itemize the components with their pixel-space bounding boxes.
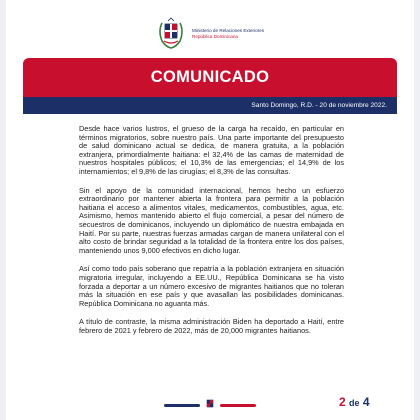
- footer-rule-left: [164, 404, 200, 407]
- title-banner: [23, 58, 397, 97]
- dateline-strip: [23, 97, 397, 114]
- dateline: Santo Domingo, R.D. - 20 de noviembre 2022.: [251, 102, 387, 109]
- page-separator: de: [349, 398, 360, 408]
- coat-of-arms-icon: [205, 398, 215, 409]
- total-pages: 4: [362, 395, 370, 409]
- footer-rule-right: [220, 404, 256, 407]
- paragraph: A título de contraste, la misma administración Biden ha deportado a Haití, entre febrero de 2021 y febrero de 2022, más de 20,000 migrantes haitianos.: [79, 317, 344, 335]
- ministry-name: [192, 28, 264, 40]
- page-indicator: [339, 395, 370, 409]
- ministry-line-1: Ministerio de Relaciones Exteriores: [192, 28, 264, 33]
- page-title: COMUNICADO: [150, 68, 270, 86]
- paragraph: Desde hace varios lustros, el grueso de la carga ha recaído, en particular en términos migratorios, sobre nuestro país. Una parte importante del presupuesto de salud dominicano actual se dedica, de manera gratuita, a la población extranjera, primordialmente haitiana: el 32,4% de las camas de maternidad de nuestros hospitales públicos; el 10,3% de las emergencias; el 14,9% de los internamientos; el 9,8% de las cirugías; el 8,3% de las consultas.: [79, 124, 344, 176]
- ministry-line-2: República Dominicana: [192, 34, 238, 39]
- current-page: 2: [339, 395, 346, 409]
- paragraph: Sin el apoyo de la comunidad internacional, hemos hecho un esfuerzo extraordinario por mantener abierta la frontera para permitir a la población haitiana el acceso a alimentos vitales, medicamentos, combustibles, agua, etc. Asimismo, hemos mantenido abierto el flujo comercial, a pesar del número de secuestros de dominicanos, incluyendo un diplomático de nuestra embajada en Haití. Por su parte, nuestras fuerzas armadas cargan de manera unilateral con el alto costo de brindar seguridad a la totalidad de la frontera entre los dos países, manteniendo unos 9,000 efectivos en dicho lugar.: [79, 185, 344, 255]
- letterhead: [0, 10, 420, 58]
- paragraph: Así como todo país soberano que repatría a la población extranjera en situación migratoria irregular, incluyendo a EE.UU., República Dominicana se ha visto forzada a deportar a un número excesivo de migrantes haitianos que no toleran más la situación en ese país y que avasallan las posibilidades dominicanas. República Dominicana no aguanta más.: [79, 264, 344, 308]
- coat-of-arms-icon: [156, 17, 186, 51]
- statement-body: [79, 125, 344, 345]
